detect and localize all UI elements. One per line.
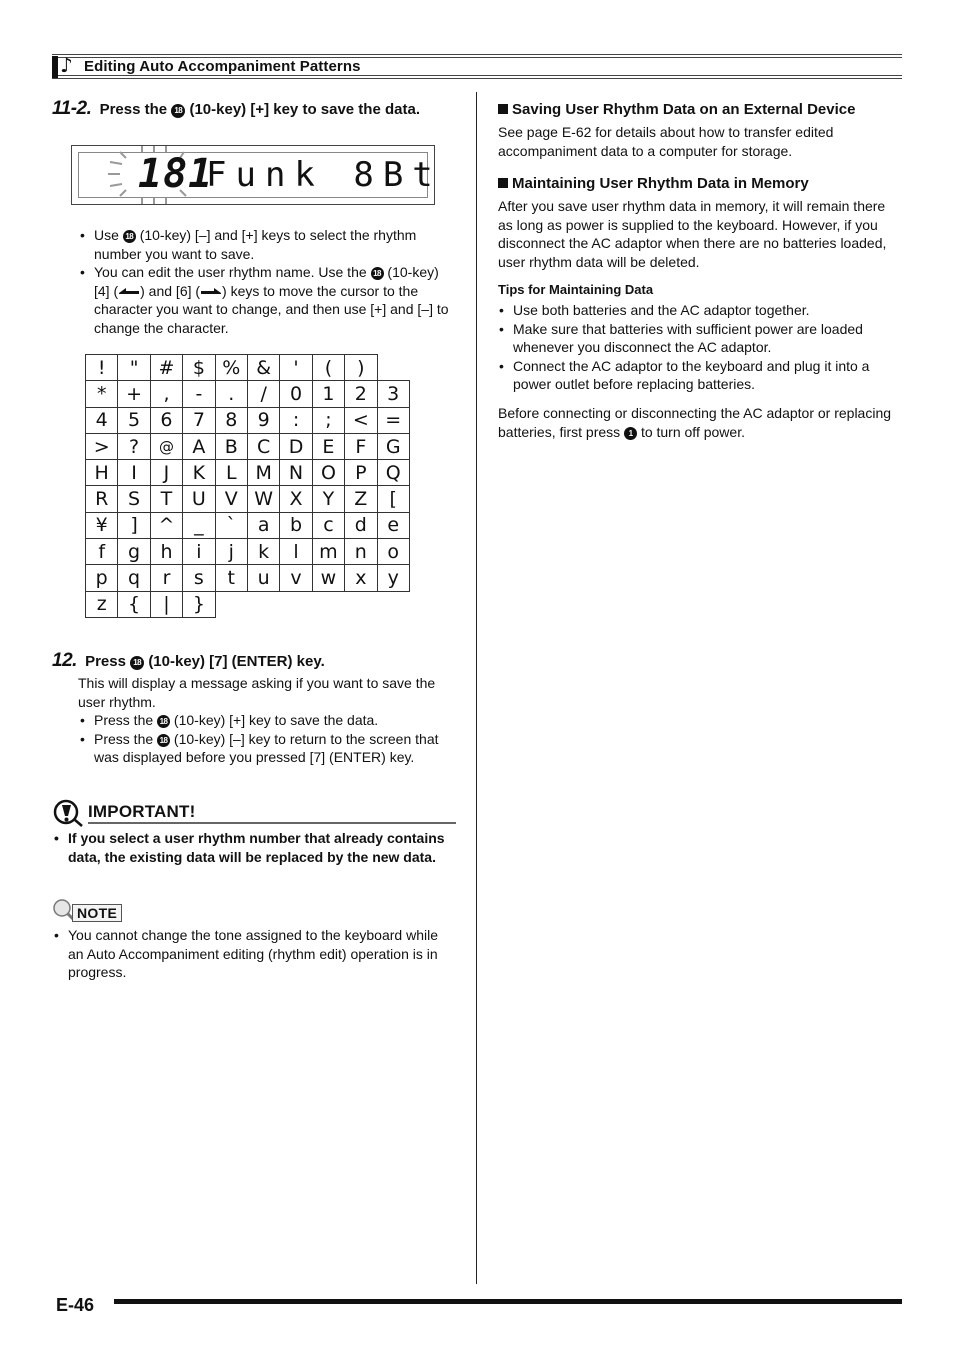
table-cell: u xyxy=(247,565,279,591)
table-cell: y xyxy=(377,565,409,591)
table-cell: - xyxy=(183,381,215,407)
list-item: • Use both batteries and the AC adaptor together. xyxy=(497,301,901,320)
important-title: IMPORTANT! xyxy=(88,802,196,821)
table-cell xyxy=(215,591,247,617)
table-cell: ? xyxy=(118,433,150,459)
section-title: Saving User Rhythm Data on an External Device xyxy=(512,101,856,118)
table-cell: K xyxy=(183,460,215,486)
bullet-text: Use xyxy=(94,227,119,243)
bullet-text: You can edit the user rhythm name. Use the xyxy=(94,264,367,280)
table-cell: ( xyxy=(312,355,344,381)
closing-text: Before connecting or disconnecting the AC adaptor or replacing batteries, first press xyxy=(498,405,892,440)
section-maintaining-memory-text: After you save user rhythm data in memory, it will remain there as long as power is supplied to the keyboard. However, if you disconnect the AC adaptor when there are no batteries loaded, user rhythm data will be deleted. xyxy=(498,198,887,270)
table-cell: a xyxy=(247,512,279,538)
table-cell: N xyxy=(280,460,312,486)
table-cell: ` xyxy=(215,512,247,538)
table-cell: M xyxy=(247,460,279,486)
square-bullet-icon xyxy=(498,178,508,188)
table-cell: 9 xyxy=(247,407,279,433)
table-row xyxy=(86,381,410,407)
header-rule-bottom-2 xyxy=(52,78,902,79)
table-cell xyxy=(377,355,409,381)
important-body xyxy=(52,829,456,866)
list-item: • Connect the AC adaptor to the keyboard and plug it into a power outlet before replacing batteries. xyxy=(497,357,901,394)
table-cell: f xyxy=(86,539,118,565)
table-cell: P xyxy=(345,460,377,486)
table-cell: o xyxy=(377,539,409,565)
right-arrow-icon xyxy=(200,286,222,296)
bullet-text: (10-key) [4] ( xyxy=(94,264,439,299)
step-12-intro: This will display a message asking if you want to save the user rhythm. xyxy=(78,675,436,710)
character-table xyxy=(85,354,410,618)
header-accent-bar xyxy=(52,56,58,78)
important-rule xyxy=(88,822,456,824)
section-saving-external-text: See page E-62 for details about how to transfer edited accompaniment data to a computer for storage. xyxy=(498,124,834,159)
list-item: • Make sure that batteries with sufficient power are loaded whenever you disconnect the AC adaptor. xyxy=(497,320,901,357)
section-saving-external xyxy=(498,100,855,120)
table-cell: n xyxy=(345,539,377,565)
table-cell: / xyxy=(247,381,279,407)
note-title: NOTE xyxy=(72,904,122,922)
header-title: Editing Auto Accompaniment Patterns xyxy=(84,58,361,75)
table-cell xyxy=(280,591,312,617)
tips-title: Tips for Maintaining Data xyxy=(498,282,654,297)
table-cell: @ xyxy=(150,433,182,459)
table-row xyxy=(86,591,410,617)
table-cell: R xyxy=(86,486,118,512)
table-cell xyxy=(247,591,279,617)
table-cell: > xyxy=(86,433,118,459)
step-number: 11-2. xyxy=(52,98,92,119)
table-cell: s xyxy=(183,565,215,591)
key-ref-badge: 18 xyxy=(371,267,384,280)
table-row xyxy=(86,355,410,381)
table-cell xyxy=(345,591,377,617)
page-header xyxy=(52,54,902,78)
table-cell: E xyxy=(312,433,344,459)
table-cell: ' xyxy=(280,355,312,381)
list-item xyxy=(78,226,456,263)
bullet-text: (10-key) [–] key to return to the screen that was displayed before you pressed [7] (ENTER) key. xyxy=(94,730,439,765)
table-cell: V xyxy=(215,486,247,512)
table-cell: w xyxy=(312,565,344,591)
table-cell: k xyxy=(247,539,279,565)
important-header xyxy=(52,800,456,826)
table-cell: & xyxy=(247,355,279,381)
square-bullet-icon xyxy=(498,104,508,114)
table-cell: B xyxy=(215,433,247,459)
table-row xyxy=(86,512,410,538)
table-row xyxy=(86,539,410,565)
section-maintaining-memory xyxy=(498,174,809,194)
bullet-text: Press the xyxy=(94,730,154,747)
step-12-heading xyxy=(52,651,325,672)
table-cell: ; xyxy=(312,407,344,433)
table-cell: d xyxy=(345,512,377,538)
table-cell: [ xyxy=(377,486,409,512)
lcd-rhythm-name: Funk 8Bt xyxy=(206,155,442,195)
step-11-heading xyxy=(52,99,420,120)
table-cell: T xyxy=(150,486,182,512)
table-cell: 4 xyxy=(86,407,118,433)
table-cell: : xyxy=(280,407,312,433)
table-cell: S xyxy=(118,486,150,512)
table-cell: g xyxy=(118,539,150,565)
bullet-text: ) and [6] ( xyxy=(140,282,201,299)
table-row xyxy=(86,486,410,512)
table-cell: x xyxy=(345,565,377,591)
table-cell: L xyxy=(215,460,247,486)
table-cell: 6 xyxy=(150,407,182,433)
table-cell: p xyxy=(86,565,118,591)
bullet-text: ) keys to move the cursor to the character you want to change, and then use [+] and [–] to change the character. xyxy=(94,282,449,336)
table-cell: ) xyxy=(345,355,377,381)
table-row xyxy=(86,565,410,591)
step-11-bullets xyxy=(78,226,456,337)
table-cell: ! xyxy=(86,355,118,381)
key-ref-badge: 1 xyxy=(624,427,637,440)
table-cell: Y xyxy=(312,486,344,512)
table-cell: , xyxy=(150,381,182,407)
list-item: • If you select a user rhythm number that already contains data, the existing data will be replaced by the new data. xyxy=(52,829,456,866)
table-cell: = xyxy=(377,407,409,433)
tips-list xyxy=(497,301,901,394)
table-cell: t xyxy=(215,565,247,591)
table-cell: Z xyxy=(345,486,377,512)
table-cell: G xyxy=(377,433,409,459)
table-cell: b xyxy=(280,512,312,538)
table-cell: r xyxy=(150,565,182,591)
table-cell: Q xyxy=(377,460,409,486)
table-cell: * xyxy=(86,381,118,407)
list-item xyxy=(78,263,456,337)
table-cell: ] xyxy=(118,512,150,538)
step-text-after: (10-key) [+] key to save the data. xyxy=(189,101,420,118)
table-cell: l xyxy=(280,539,312,565)
key-ref-badge: 18 xyxy=(171,104,185,118)
step-number: 12. xyxy=(52,650,77,671)
table-cell: 8 xyxy=(215,407,247,433)
note-body xyxy=(52,926,456,982)
table-cell: X xyxy=(280,486,312,512)
table-cell: $ xyxy=(183,355,215,381)
table-cell xyxy=(377,591,409,617)
table-cell: h xyxy=(150,539,182,565)
table-cell: H xyxy=(86,460,118,486)
table-cell: 7 xyxy=(183,407,215,433)
key-ref-badge: 18 xyxy=(157,715,170,728)
table-cell: " xyxy=(118,355,150,381)
table-cell: I xyxy=(118,460,150,486)
table-cell: { xyxy=(118,591,150,617)
table-cell: 5 xyxy=(118,407,150,433)
table-row xyxy=(86,433,410,459)
table-cell: 2 xyxy=(345,381,377,407)
table-cell: ¥ xyxy=(86,512,118,538)
key-ref-badge: 18 xyxy=(157,734,170,747)
table-cell: % xyxy=(215,355,247,381)
table-cell: v xyxy=(280,565,312,591)
key-ref-badge: 18 xyxy=(123,230,136,243)
table-row xyxy=(86,460,410,486)
table-cell: + xyxy=(118,381,150,407)
table-cell: m xyxy=(312,539,344,565)
warning-icon xyxy=(52,798,84,828)
step-text-before: Press the xyxy=(99,101,168,118)
step-text-after: (10-key) [7] (ENTER) key. xyxy=(148,653,325,670)
table-cell: i xyxy=(183,539,215,565)
table-cell: 0 xyxy=(280,381,312,407)
list-item xyxy=(78,730,456,767)
table-cell: W xyxy=(247,486,279,512)
table-cell: ^ xyxy=(150,512,182,538)
table-cell: < xyxy=(345,407,377,433)
table-cell: A xyxy=(183,433,215,459)
list-item: • You cannot change the tone assigned to the keyboard while an Auto Accompaniment editing (rhythm edit) operation is in progress. xyxy=(52,926,456,982)
lcd-rhythm-number: 181 xyxy=(138,151,214,197)
table-cell: J xyxy=(150,460,182,486)
table-cell: c xyxy=(312,512,344,538)
table-cell: 1 xyxy=(312,381,344,407)
table-cell: z xyxy=(86,591,118,617)
table-cell: _ xyxy=(183,512,215,538)
table-cell: e xyxy=(377,512,409,538)
table-cell: } xyxy=(183,591,215,617)
footer-rule xyxy=(114,1299,902,1304)
table-cell: D xyxy=(280,433,312,459)
table-cell: O xyxy=(312,460,344,486)
list-item xyxy=(78,711,456,730)
section-title: Maintaining User Rhythm Data in Memory xyxy=(512,175,809,192)
table-cell: q xyxy=(118,565,150,591)
table-cell: 3 xyxy=(377,381,409,407)
page-number: E-46 xyxy=(56,1295,95,1315)
table-cell: j xyxy=(215,539,247,565)
note-header xyxy=(52,898,172,924)
closing-text: to turn off power. xyxy=(640,423,745,440)
step-12-bullets xyxy=(78,711,456,767)
table-cell: U xyxy=(183,486,215,512)
header-rule-top xyxy=(52,54,902,55)
table-cell: | xyxy=(150,591,182,617)
bullet-text: Press the xyxy=(94,712,154,728)
bullet-text: (10-key) [+] key to save the data. xyxy=(173,712,379,728)
lcd-display xyxy=(71,145,442,205)
column-divider xyxy=(476,92,477,1284)
music-note-icon: ♪ xyxy=(60,53,73,77)
step-text-before: Press xyxy=(85,653,126,670)
left-arrow-icon xyxy=(118,286,140,296)
table-row xyxy=(86,407,410,433)
table-cell: # xyxy=(150,355,182,381)
header-rule-bottom xyxy=(52,75,902,76)
table-cell: C xyxy=(247,433,279,459)
closing-paragraph xyxy=(498,404,902,441)
table-cell: F xyxy=(345,433,377,459)
bullet-text: (10-key) [–] and [+] keys to select the rhythm number you want to save. xyxy=(94,227,417,262)
table-cell xyxy=(312,591,344,617)
table-cell: . xyxy=(215,381,247,407)
key-ref-badge: 18 xyxy=(130,656,144,670)
